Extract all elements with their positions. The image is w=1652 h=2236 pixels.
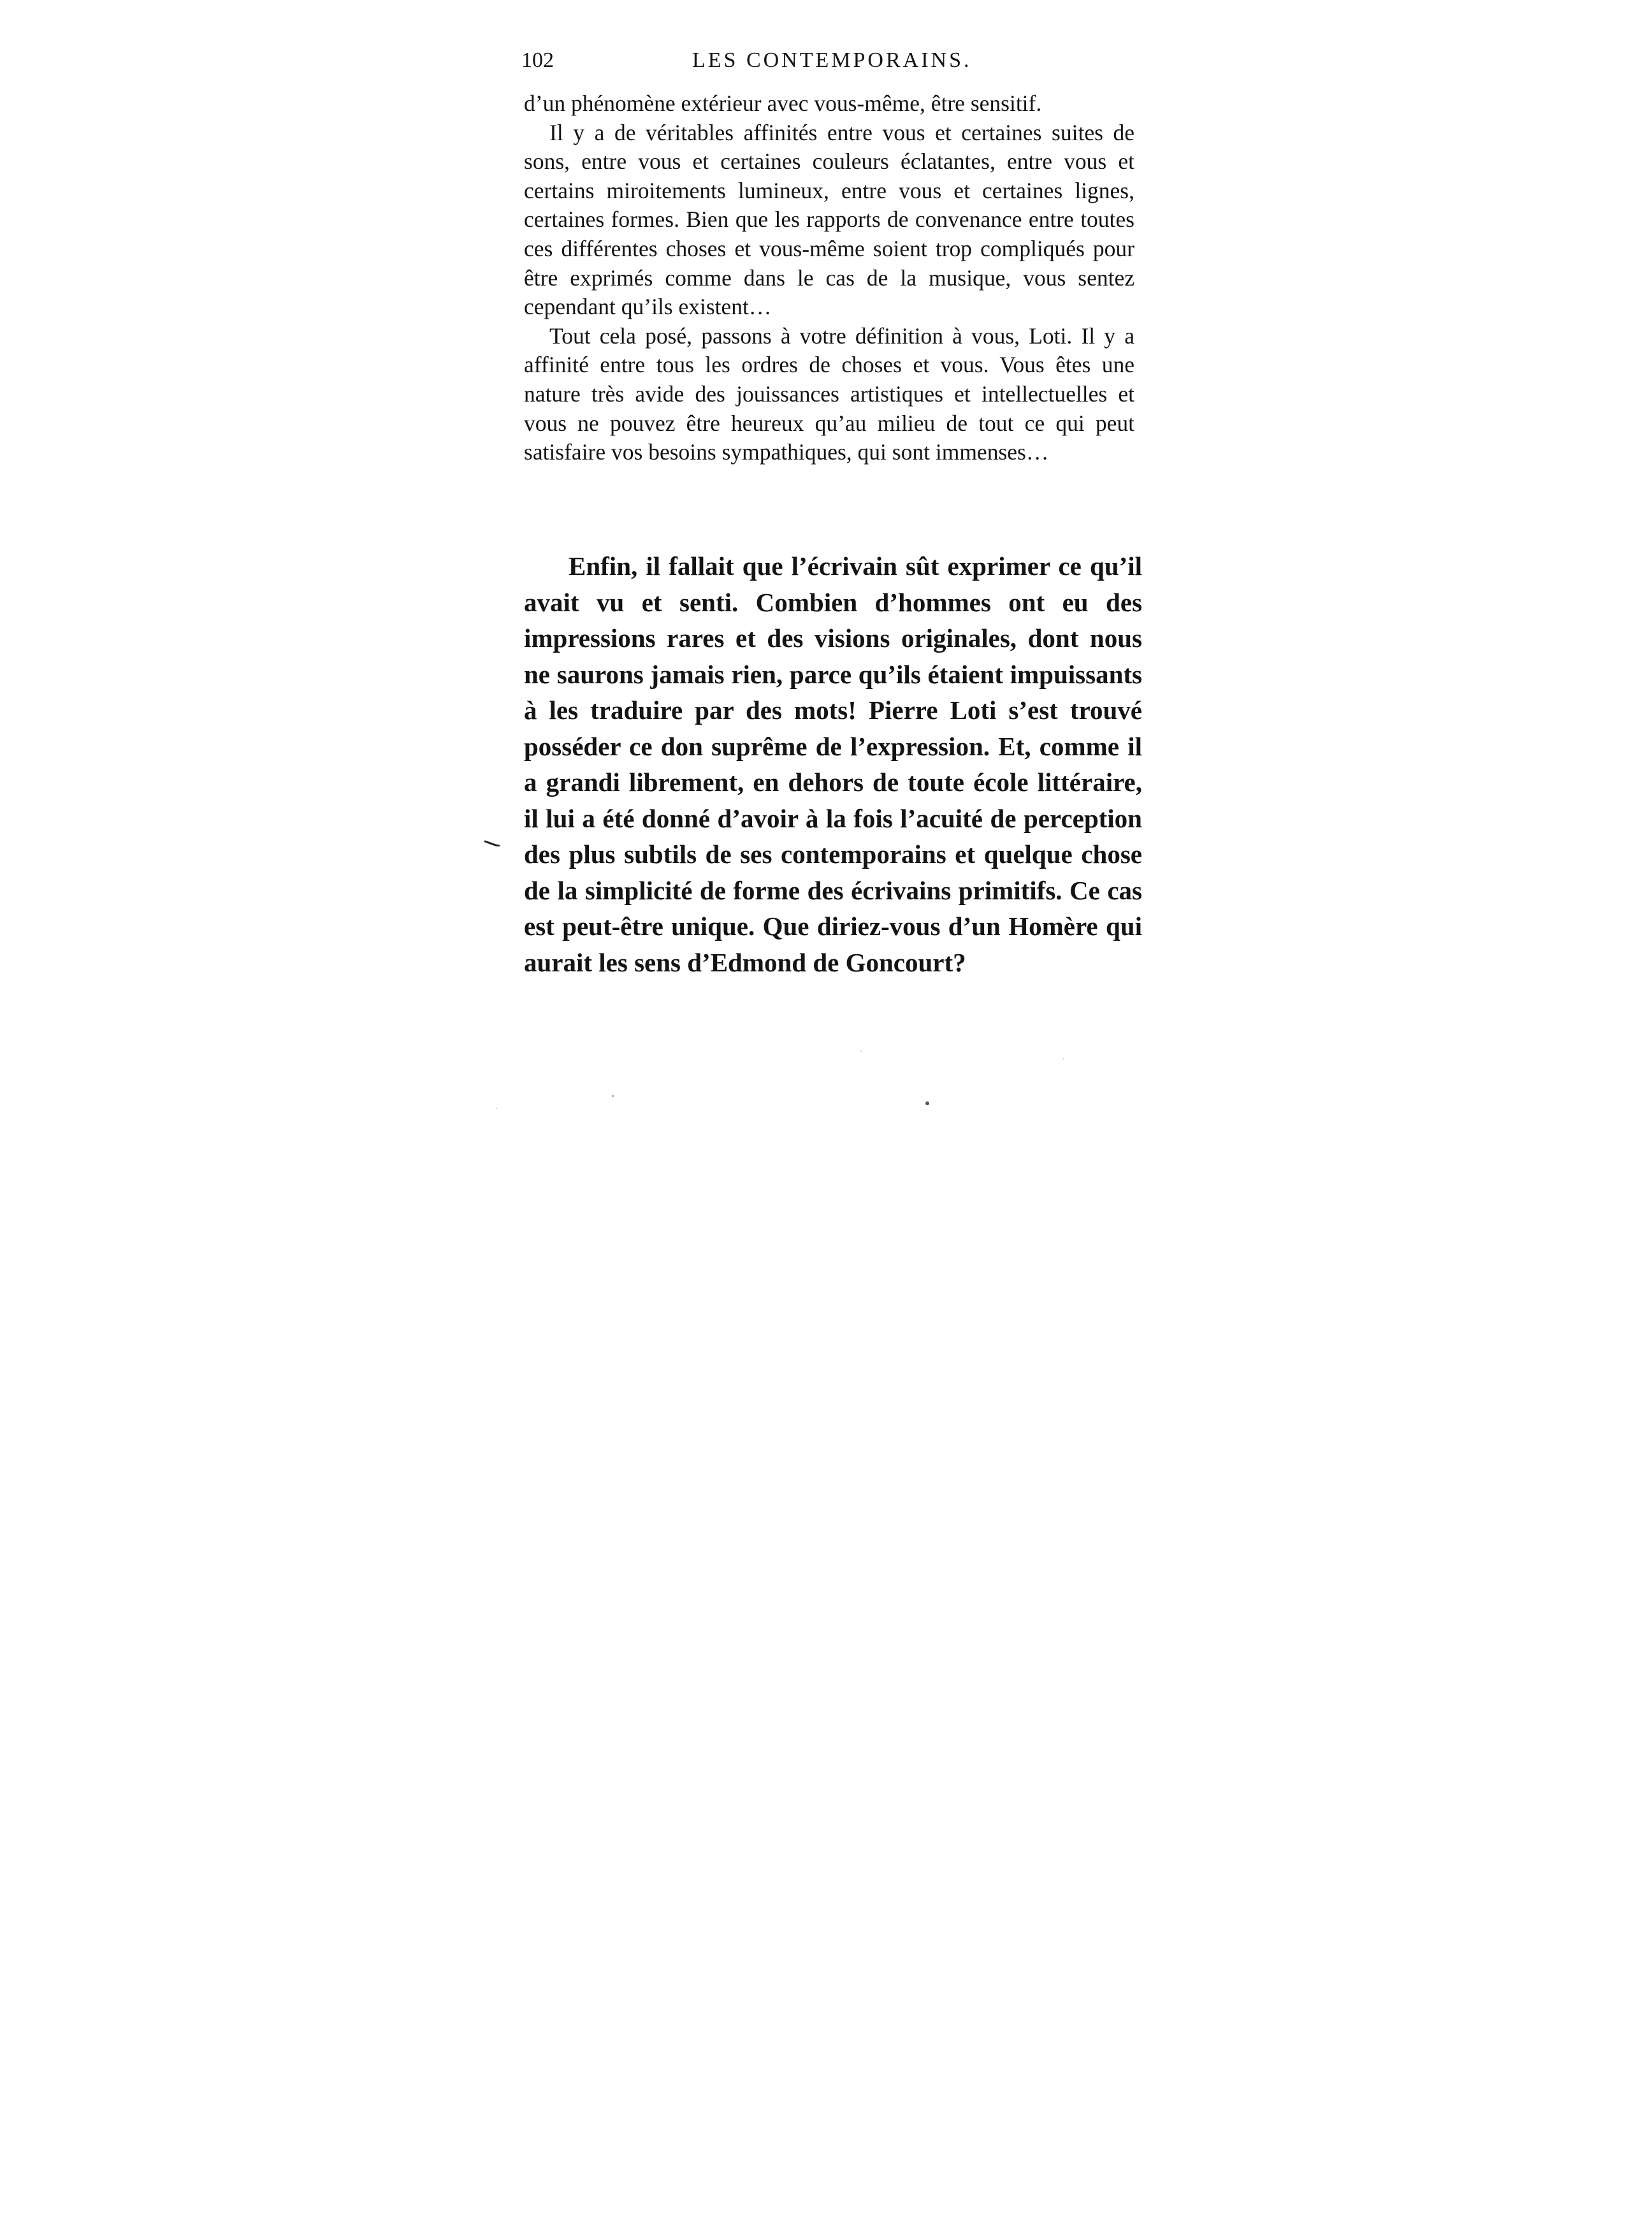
quote-paragraph: Il y a de véritables affinités entre vous et certaines suites de sons, entre vous et certaines couleurs éclatantes, entre vous et certains miroitements lumineux, entre vous et certaines lignes, certaines formes. Bien que les rapports de convenance entre toutes ces différentes choses et vous-même soient trop compliqués pour être exprimés comme dans le cas de la musique, vous sentez cependant qu’ils existent… xyxy=(524,119,1134,320)
print-speck xyxy=(496,1108,497,1109)
print-speck xyxy=(860,1050,862,1052)
print-speck xyxy=(612,1095,614,1097)
quote-paragraph: d’un phénomène extérieur avec vous-même, être sensitif. xyxy=(524,91,1042,116)
quoted-passage xyxy=(524,89,1134,467)
margin-mark-icon xyxy=(484,840,500,846)
print-speck xyxy=(1063,1058,1064,1059)
body-paragraph: Enfin, il fallait que l’écrivain sût exprimer ce qu’il avait vu et senti. Combien d’hommes ont eu des impressions rares et des visions originales, dont nous ne saurons jamais rien, parce qu’ils étaient impuissants à les traduire par des mots! Pierre Loti s’est trouvé posséder ce don suprême de l’expression. Et, comme il a grandi librement, en dehors de toute école littéraire, il lui a été donné d’avoir à la fois l’acuité de perception des plus subtils de ses contemporains et quelque chose de la simplicité de forme des écrivains primitifs. Ce cas est peut-être unique. Que diriez-vous d’un Homère qui aurait les sens d’Edmond de Goncourt? xyxy=(524,551,1142,977)
main-text xyxy=(524,548,1142,980)
page-number: 102 xyxy=(521,48,554,72)
print-speck xyxy=(925,1101,929,1105)
running-head xyxy=(521,45,1146,83)
quote-paragraph: Tout cela posé, passons à votre définition à vous, Loti. Il y a affinité entre tous les ordres de choses et vous. Vous êtes une nature très avide des jouissances artistiques et intellectuelles et vous ne pouvez être heureux qu’au milieu de tout ce qui peut satisfaire vos besoins sympathiques, qui sont immenses… xyxy=(524,323,1134,465)
running-title: LES CONTEMPORAINS. xyxy=(692,48,972,72)
